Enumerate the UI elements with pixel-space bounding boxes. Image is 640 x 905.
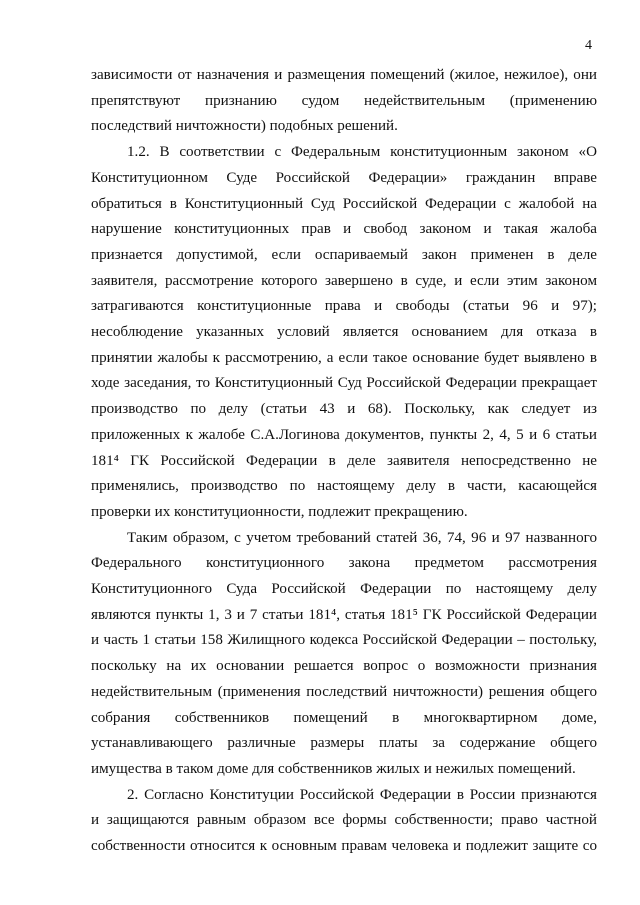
text-line: применялись, производство по настоящему делу в части, касающейся: [91, 478, 597, 495]
text-line: Федерального конституционного закона предметом рассмотрения: [91, 555, 597, 572]
text-line: несоблюдение указанных условий является основанием для отказа в: [91, 324, 597, 341]
text-line: последствий ничтожности) подобных решений.: [91, 118, 398, 135]
text-line: Конституционном Суде Российской Федерации» гражданин вправе: [91, 169, 597, 186]
text-line: 1.2. В соответствии с Федеральным конституционным законом «О: [127, 144, 597, 161]
text-line: 181⁴ ГК Российской Федерации в деле заявителя непосредственно не: [91, 452, 597, 469]
paragraph: [91, 526, 597, 783]
text-line: поскольку на их основании решается вопрос о возможности признания: [91, 658, 597, 675]
paragraph: [91, 140, 597, 526]
text-line: приложенных к жалобе С.А.Логинова документов, пункты 2, 4, 5 и 6 статьи: [91, 426, 597, 443]
text-line: 2. Согласно Конституции Российской Федерации в России признаются: [127, 786, 597, 803]
text-line: проверки их конституционности, подлежит прекращению.: [91, 503, 468, 520]
text-line: заявителя, рассмотрение которого завершено в суде, и если этим законом: [91, 272, 597, 289]
paragraph: [91, 63, 597, 140]
text-line: имущества в таком доме для собственников жилых и нежилых помещений.: [91, 760, 576, 777]
text-line: и часть 1 статьи 158 Жилищного кодекса Российской Федерации – постольку,: [91, 632, 597, 649]
document-body: [91, 63, 597, 860]
text-line: Таким образом, с учетом требований статей 36, 74, 96 и 97 названного: [127, 529, 597, 546]
text-line: нарушение конституционных прав и свобод законом и такая жалоба: [91, 221, 597, 238]
text-line: ходе заседания, то Конституционный Суд Российской Федерации прекращает: [91, 375, 597, 392]
text-line: признается допустимой, если оспариваемый закон применен в деле: [91, 246, 597, 263]
text-line: собрания собственников помещений в многоквартирном доме,: [91, 709, 597, 726]
text-line: затрагиваются конституционные права и свободы (статьи 96 и 97);: [91, 298, 597, 315]
text-line: являются пункты 1, 3 и 7 статьи 181⁴, статья 181⁵ ГК Российской Федерации: [91, 606, 597, 623]
text-line: обратиться в Конституционный Суд Российской Федерации с жалобой на: [91, 195, 597, 212]
text-line: зависимости от назначения и размещения помещений (жилое, нежилое), они: [91, 67, 597, 83]
text-line: недействительным (применения последствий ничтожности) решения общего: [91, 683, 597, 700]
text-line: Конституционного Суда Российской Федерации по настоящему делу: [91, 581, 597, 598]
paragraph: [91, 783, 597, 860]
text-line: и защищаются равным образом все формы собственности; право частной: [91, 812, 597, 829]
text-line: производство по делу (статьи 43 и 68). Поскольку, как следует из: [91, 401, 597, 418]
text-line: устанавливающего различные размеры платы за содержание общего: [91, 735, 597, 752]
text-line: собственности относится к основным правам человека и подлежит защите со: [91, 838, 597, 855]
text-line: препятствуют признанию судом недействительным (применению: [91, 92, 597, 109]
page-number: 4: [585, 38, 592, 53]
text-line: принятии жалобы к рассмотрению, а если такое основание будет выявлено в: [91, 349, 597, 366]
